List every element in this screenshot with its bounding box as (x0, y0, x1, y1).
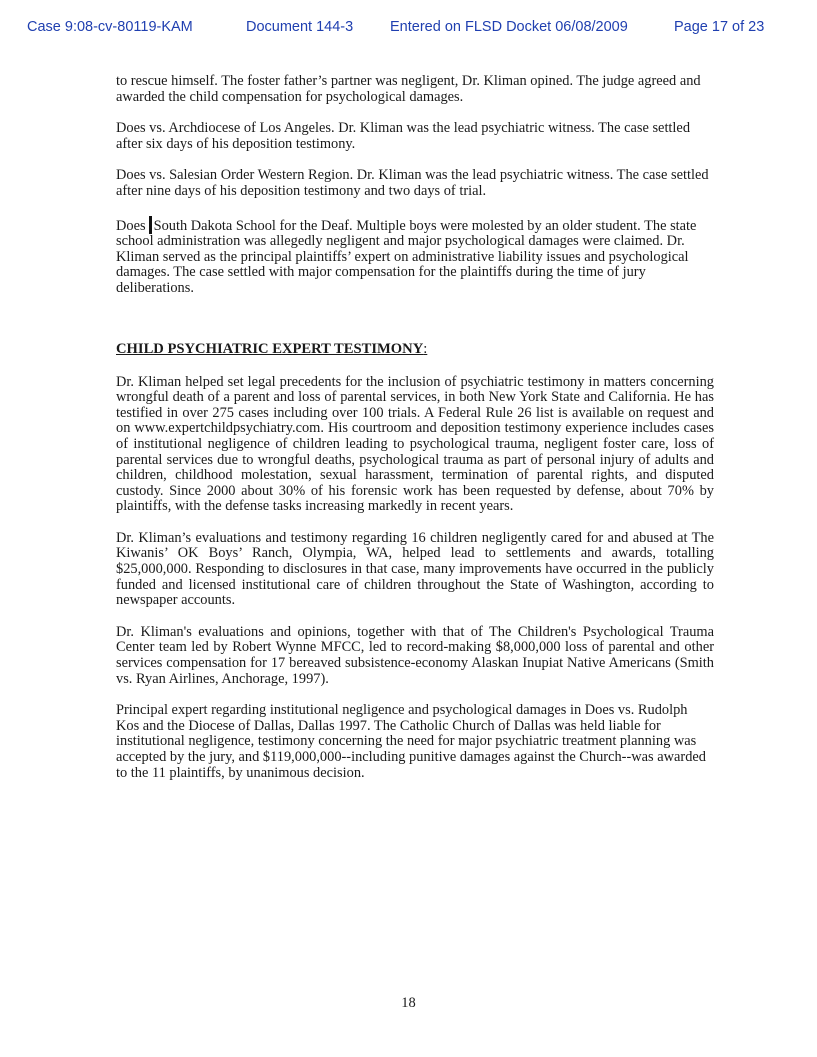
paragraph-diocese-dallas: Principal expert regarding institutional negligence and psychological damages in Does vs. Rudolph Kos and the Diocese of Dallas, Dallas 1997. The Catholic Church of Dallas was held liable for institutional negligence, testimony concerning the need for major psychiatric treatment planning was accepted by the jury, and $119,000,000--including punitive damages against the Church--was awarded to the 11 plaintiffs, by unanimous decision. (116, 702, 706, 781)
case-number: Case 9:08-cv-80119-KAM (27, 19, 193, 35)
paragraph-archdiocese-la: Does vs. Archdiocese of Los Angeles. Dr. Kliman was the lead psychiatric witness. The case settled after six days of his deposition testimony. (116, 120, 691, 152)
paragraph-south-dakota (116, 216, 714, 297)
paragraph-kiwanis-ranch: Dr. Kliman’s evaluations and testimony regarding 16 children negligently cared for and abused at The Kiwanis’ OK Boys’ Ranch, Olympia, WA, helped lead to settlements and awards, totalling $25,000,000. Responding to disclosures in that case, many improvements have occurred in the publicly funded and licensed institutional care of children throughout the State of Washington, according to newspaper accounts. (116, 529, 714, 609)
paragraph-salesian-order: Does vs. Salesian Order Western Region. Dr. Kliman was the lead psychiatric witness. The case settled after nine days of his deposition testimony and two days of trial. (116, 167, 709, 199)
document-number: Document 144-3 (246, 19, 354, 35)
document-body (116, 74, 714, 797)
text-cursor-mark (149, 216, 152, 234)
heading-colon: : (423, 340, 428, 357)
page-number: 18 (401, 995, 416, 1011)
paragraph-alaskan-inupiat: Dr. Kliman's evaluations and opinions, together with that of The Children's Psychological Trauma Center team led by Robert Wynne MFCC, led to record-making $8,000,000 loss of parental and other services compensation for 17 bereaved subsistence-economy Alaskan Inupiat Native Americans (Smith vs. Ryan Airlines, Anchorage, 1997). (116, 623, 714, 687)
section-heading-text: CHILD PSYCHIATRIC EXPERT TESTIMONY (116, 340, 424, 357)
paragraph-legal-precedents: Dr. Kliman helped set legal precedents for the inclusion of psychiatric testimony in matters concerning wrongful death of a parent and loss of parental services, in both New York State and California. He has testified in over 275 cases including over 100 trials. A Federal Rule 26 list is available on request and on www.expertchildpsychiatry.com. His courtroom and deposition testimony experience includes cases of institutional negligence of children leading to psychological trauma, negligent foster care, loss of parental services due to wrongful deaths, psychological trauma as part of personal injury of adults and children, childhood molestation, sexual harassment, termination of parental rights, and disputed custody. Since 2000 about 30% of his forensic work has been requested by defense, about 70% by plaintiffs, with the defense tasks increasing markedly in recent years. (116, 373, 714, 515)
does-prefix: Does (116, 217, 146, 234)
south-dakota-text: South Dakota School for the Deaf. Multiple boys were molested by an older student. The state school administration was allegedly negligent and major psychological damages were claimed. Dr. Kliman served as the principal plaintiffs’ expert on administrative liability issues and psychological damages. The case settled with major compensation for the plaintiffs during the time of jury deliberations. (116, 217, 697, 296)
section-heading (116, 341, 714, 358)
paragraph-foster-case: to rescue himself. The foster father’s partner was negligent, Dr. Kliman opined. The judge agreed and awarded the child compensation for psychological damages. (116, 73, 701, 105)
docket-header (0, 19, 817, 39)
page-of-total: Page 17 of 23 (674, 19, 765, 35)
docket-entry-date: Entered on FLSD Docket 06/08/2009 (390, 19, 628, 35)
